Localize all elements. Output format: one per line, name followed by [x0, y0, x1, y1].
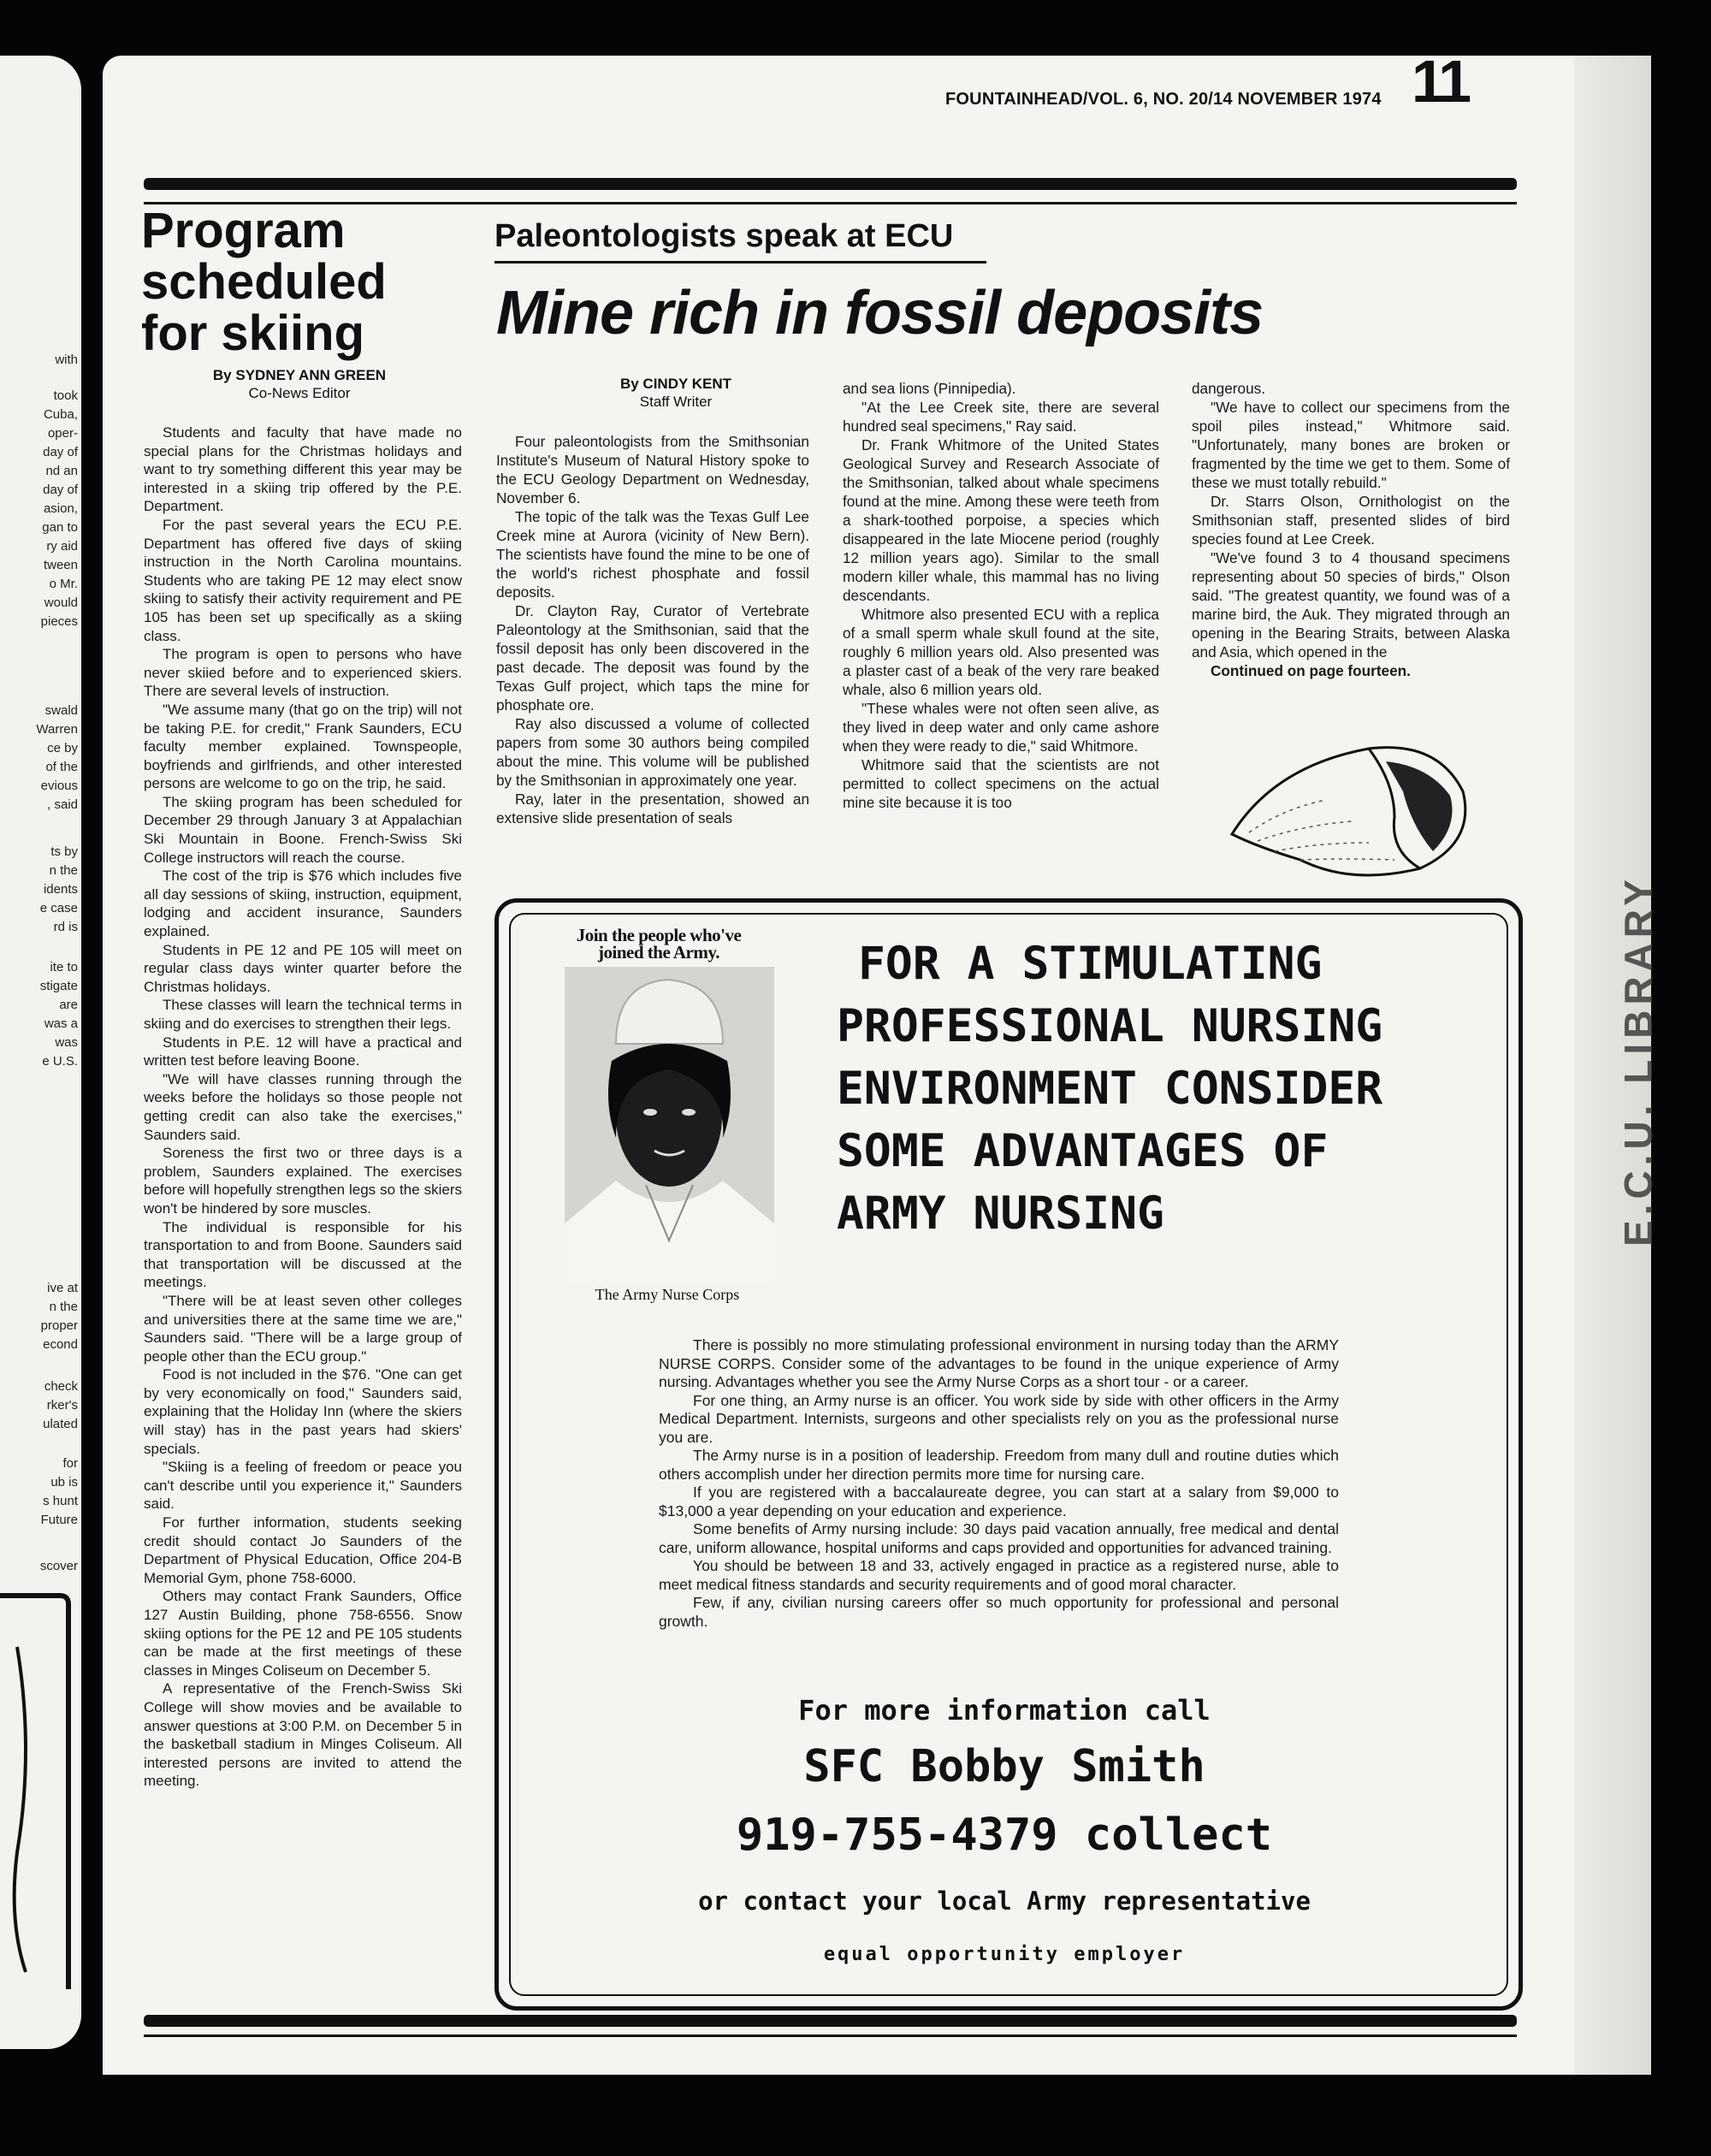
fossil-paragraph: "At the Lee Creek site, there are several hundred seal specimens," Ray said. [843, 399, 1159, 435]
ski-paragraph: Students in P.E. 12 will have a practical and written test before leaving Boone. [144, 1034, 462, 1069]
fragment-line: e case [39, 901, 78, 915]
fragment-line: proper [40, 1318, 78, 1333]
ski-byline-name: By SYDNEY ANN GREEN [212, 367, 387, 383]
ski-paragraph: The program is open to persons who have never skiied before and to experienced skiers. There are several levels of instruction. [144, 646, 462, 700]
fossil-paragraph: Dr. Frank Whitmore of the United States Geological Survey and Research Associate of the Smithsonian, talked about whale specimens found at the mine. Among these were teeth from a shark-toothed porpoise, a species which disappeared in the late Miocene period (roughly 12 million years ago). Similar to the small modern killer whale, this mammal has no living descendants. [843, 436, 1159, 604]
ski-paragraph: The cost of the trip is $76 which includes five all day sessions of skiing, instruction, equipment, lodging and accident insurance, Saunders explained. [144, 868, 462, 940]
fragment-line: evious [40, 779, 78, 793]
fossil-headline: Mine rich in fossil deposits [496, 279, 1264, 347]
fragment-line: gan to [42, 520, 78, 535]
fragment-line: oper- [47, 426, 78, 441]
fragment-line: day of [43, 445, 78, 459]
fragment-block [0, 1454, 81, 1530]
ski-paragraph: Soreness the first two or three days is a problem, Saunders explained. The exercises before will hopefully strengthen legs so the skiers won't be hindered by sore muscles. [144, 1145, 462, 1217]
fragment-line: ub is [50, 1475, 78, 1490]
fragment-line: stigate [39, 979, 78, 993]
ski-paragraph: "Skiing is a feeling of freedom or peace you can't describe until you experience it," Saunders said. [144, 1459, 462, 1513]
fossil-paragraph: The topic of the talk was the Texas Gulf Lee Creek mine at Aurora (vicinity of New Bern). The scientists have found the mine to be one of the world's richest phosphate and fossil deposits. [496, 508, 809, 601]
ad-body [659, 1336, 1339, 1631]
fossil-paragraph: Whitmore also presented ECU with a replica of a small sperm whale skull found at the site, roughly 6 million years old. Also presented was a plaster cast of a beak of the very rare beaked whale, also 6 million years old. [843, 606, 1159, 698]
ski-paragraph: "We assume many (that go on the trip) will not be taking P.E. for credit," Frank Saunders, ECU faculty member explained. Townspeople, boyfriends and girlfriends, and other interested persons are welcome to go on the trip, he said. [144, 701, 462, 792]
fragment-line: was a [44, 1016, 78, 1031]
ad-tagline: Join the people who've joined the Army. [576, 925, 742, 962]
fossil-shell-illustration [1223, 732, 1480, 886]
fragment-line: ce by [47, 741, 78, 755]
ski-headline-line: Program [141, 203, 346, 258]
ski-paragraph: The individual is responsible for his transportation to and from Boone. Saunders said that transportation will be discussed at the meetings. [144, 1218, 462, 1291]
kicker-underline [494, 261, 986, 264]
fragment-line: o Mr. [49, 577, 78, 591]
fragment-line: scover [39, 1559, 78, 1573]
fossil-paragraph: Dr. Clayton Ray, Curator of Vertebrate Paleontology at the Smithsonian, said that the fossil deposit has only been discovered in the past decade. The deposit was found by the Texas Gulf project, which taps the mine for phosphate ore. [496, 602, 809, 714]
ski-paragraph: For the past several years the ECU P.E. Department has offered five days of skiing instruction in the North Carolina mountains. Students who are taking PE 12 may elect snow skiing to satisfy their activity requirement and PE 105 has been set up specifically as a skiing class. [144, 516, 462, 644]
ad-cta-name: SFC Bobby Smith [803, 1741, 1205, 1792]
ad-headline [837, 933, 1504, 1245]
ski-paragraph: The skiing program has been scheduled for December 29 through January 3 at Appalachian Ski Mountain in Boone. French-Swiss Ski College instructors will reach the course. [144, 793, 462, 866]
ad-headline-line: ARMY NURSING [837, 1188, 1164, 1240]
ski-headline-line: for skiing [141, 305, 365, 361]
fragment-line: rker's [46, 1398, 78, 1413]
ski-headline-line: scheduled [141, 254, 387, 310]
fragment-line: check [44, 1379, 78, 1394]
ski-headline [141, 205, 423, 359]
fossil-byline [565, 375, 787, 411]
fossil-paragraph: "We've found 3 to 4 thousand specimens representing about 50 species of birds," Olson said. "The greatest quantity, we found was of a marine bird, the Auk. They migrated through an opening in the Bearing Straits, between Alaska and Asia, which opened in the [1192, 549, 1510, 660]
fossil-paragraph: Whitmore said that the scientists are not permitted to collect specimens on the actual mine site because it is too [843, 756, 1159, 811]
decorative-border-fragment [0, 1578, 77, 2006]
ski-paragraph: Students and faculty that have made no special plans for the Christmas holidays and want to try something different this year may be interested in a skiing trip offered by the P.E. Department. [144, 424, 462, 515]
ski-article-body [144, 424, 462, 1791]
fragment-block [0, 1279, 81, 1354]
ad-cta-phone: 919-755-4379 collect [736, 1810, 1273, 1861]
ad-photo-caption: The Army Nurse Corps [595, 1286, 740, 1303]
fragment-line: ite to [50, 960, 78, 974]
fragment-line: for [62, 1456, 78, 1471]
page-folio: FOUNTAINHEAD/VOL. 6, NO. 20/14 NOVEMBER 1974 [945, 90, 1382, 109]
fragment-line: would [44, 595, 78, 610]
ad-paragraph: If you are registered with a baccalaureate degree, you can start at a salary from $9,000 to $13,000 a year depending on your education and experience. [659, 1484, 1339, 1519]
ad-equal-opportunity: equal opportunity employer [823, 1944, 1186, 1965]
ski-paragraph: "We will have classes running through the weeks before the holidays so those people not getting credit can also take the exercises," Saunders said. [144, 1070, 462, 1143]
fossil-paragraph: and sea lions (Pinnipedia). [843, 380, 1016, 397]
fragment-line: was [55, 1035, 78, 1050]
nurse-portrait-icon [565, 967, 774, 1283]
ad-paragraph: Some benefits of Army nursing include: 30 days paid vacation annually, free medical and dental care, uniform allowance, hospital uniforms and caps provided and opportunities for advanced training. [659, 1520, 1339, 1556]
ski-paragraph: These classes will learn the technical terms in skiing and do exercises to strengthen their legs. [144, 997, 462, 1032]
fossil-paragraph: Four paleontologists from the Smithsonian Institute's Museum of Natural History spoke to the ECU Geology Department on Wednesday, November 6. [496, 433, 809, 506]
fragment-line: asion, [43, 501, 78, 516]
fragment-line: tween [43, 558, 78, 572]
library-stamp-text: E.C.U. LIBRARY [1616, 874, 1661, 1247]
continued-note: Continued on page fourteen. [1211, 662, 1411, 679]
ad-paragraph: Few, if any, civilian nursing careers offer so much opportunity for professional and personal growth. [659, 1594, 1339, 1630]
page-number: 11 [1412, 48, 1468, 115]
ad-headline-line: ENVIRONMENT CONSIDER [837, 1063, 1383, 1115]
fragment-block [0, 1377, 81, 1434]
fragment-block [0, 1557, 81, 1576]
ad-paragraph: You should be between 18 and 33, actively engaged in practice as a registered nurse, able to meet medical fitness standards and security requirements and of good moral character. [659, 1557, 1339, 1593]
ad-paragraph: The Army nurse is in a position of leadership. Freedom from many dull and routine duties which others accomplish under her direction permits more time for nursing care. [659, 1447, 1339, 1483]
bottom-rule [144, 2015, 1517, 2027]
fossil-column-3 [1192, 379, 1510, 680]
ski-paragraph: Students in PE 12 and PE 105 will meet on regular class days winter quarter before the Christmas holidays. [144, 941, 462, 995]
ad-cta-contact: or contact your local Army representative [698, 1886, 1311, 1916]
ski-paragraph: Others may contact Frank Saunders, Office 127 Austin Building, phone 758-6556. Snow skiing options for the PE 12 and PE 105 students can be made at the first meetings of these classes in Minges Coliseum on December 5. [144, 1588, 462, 1679]
ad-paragraph: For one thing, an Army nurse is an officer. You work side by side with other officers in the Army Medical Department. Internists, surgeons and other specialists rely on you as the professional nurse you are. [659, 1391, 1339, 1446]
fragment-block [0, 351, 81, 631]
fossil-paragraph: Ray, later in the presentation, showed an extensive slide presentation of seals [496, 791, 809, 826]
fragment-line: ive at [47, 1281, 78, 1295]
ski-paragraph: "There will be at least seven other colleges and universities there at the same time we are," Saunders said. "There will be a large group of people other than the ECU group." [144, 1292, 462, 1365]
fossil-paragraph: dangerous. [1192, 380, 1266, 397]
ad-headline-line: PROFESSIONAL NURSING [837, 1000, 1383, 1052]
fragment-line: day of [43, 483, 78, 497]
fossil-column-1 [496, 432, 809, 827]
fragment-line: Cuba, [43, 407, 78, 422]
fragment-line: rd is [53, 920, 78, 934]
ski-byline-title: Co-News Editor [248, 385, 351, 401]
fragment-line: pieces [40, 614, 78, 629]
adjacent-page-fragment [0, 56, 81, 2049]
bottom-rule-thin [144, 2035, 1517, 2037]
ski-byline [171, 366, 428, 402]
fossil-kicker: Paleontologists speak at ECU [494, 218, 954, 254]
fossil-paragraph: Dr. Starrs Olson, Ornithologist on the Smithsonian staff, presented slides of bird species found at Lee Creek. [1192, 493, 1510, 548]
ad-paragraph: There is possibly no more stimulating professional environment in nursing today than the ARMY NURSE CORPS. Consider some of the advantages to be found in the unique experience of Army nursing. Advantages whether you see the Army Nurse Corps as a short tour - or a career. [659, 1336, 1339, 1390]
fragment-line: e U.S. [42, 1054, 78, 1069]
ski-paragraph: A representative of the French-Swiss Ski College will show movies and be available to answer questions at 3:00 P.M. on December 5 in the basketball stadium in Minges Coliseum. All interested persons are invited to attend the meeting. [144, 1680, 462, 1790]
fragment-block [0, 958, 81, 1071]
fragment-line: s hunt [43, 1494, 78, 1508]
fossil-paragraph: "These whales were not often seen alive, as they lived in deep water and only came ashore when they were ready to die," said Whitmore. [843, 700, 1159, 755]
fragment-block [0, 843, 81, 937]
fragment-line: with [55, 352, 78, 367]
fragment-line: of the [45, 760, 78, 774]
fragment-line: ts by [50, 844, 78, 859]
top-rule-thin [144, 202, 1517, 204]
ski-paragraph: For further information, students seeking credit should contact Jo Saunders of the Department of Physical Education, Office 204-B Memorial Gym, phone 758-6000. [144, 1514, 462, 1586]
fragment-line: ry aid [46, 539, 78, 554]
fragment-line: swald [44, 703, 78, 718]
ad-headline-line: SOME ADVANTAGES OF [837, 1125, 1329, 1177]
fossil-byline-title: Staff Writer [639, 394, 713, 410]
fragment-block [0, 702, 81, 814]
nurse-photo [565, 967, 774, 1283]
fossil-paragraph: "We have to collect our specimens from the spoil piles instead," Whitmore said. "Unfortunately, many bones are broken or fragmented by the time we get to them. Some of these we must totally rebuild." [1192, 399, 1510, 491]
fossil-paragraph: Ray also discussed a volume of collected papers from some 30 authors being compiled about the mine. This volume will be published by the Smithsonian in approximately one year. [496, 715, 809, 789]
ski-paragraph: Food is not included in the $76. "One can get by very economically on food," Saunders said, explaining that the Holiday Inn (where the skiers will stay) has in the past years had skiers' specials. [144, 1366, 462, 1457]
library-stamp [1608, 874, 1668, 1247]
fragment-line: Warren [36, 722, 78, 737]
ad-cta-intro: For more information call [798, 1694, 1211, 1727]
fossil-column-2 [843, 379, 1159, 812]
top-rule [144, 178, 1517, 190]
fragment-line: , said [47, 797, 78, 812]
ad-headline-line: FOR A STIMULATING [858, 938, 1323, 990]
fragment-line: nd an [45, 464, 78, 478]
fragment-line: n the [49, 1300, 78, 1314]
fossil-byline-name: By CINDY KENT [619, 376, 732, 392]
fragment-line: n the [49, 863, 78, 878]
fragment-line: Future [40, 1513, 78, 1527]
fragment-line: ulated [43, 1417, 78, 1431]
fragment-line: are [59, 998, 78, 1012]
fragment-line: idents [43, 882, 78, 897]
fragment-line: econd [43, 1337, 78, 1352]
fragment-line: took [53, 388, 78, 403]
